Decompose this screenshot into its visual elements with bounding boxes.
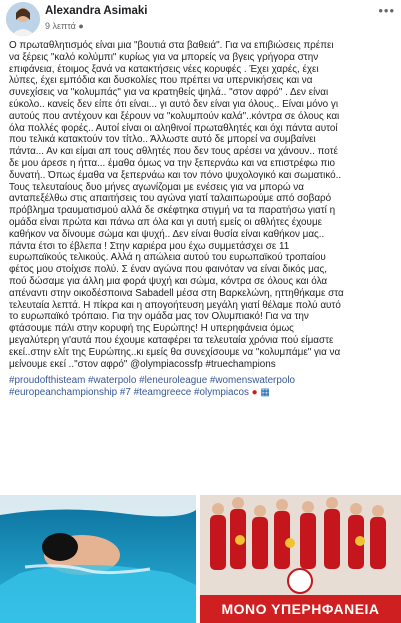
- timestamp-text[interactable]: 9 λεπτά: [45, 21, 76, 31]
- post-body-line: όλα πολλές φορές.. Αυτοί είναι οι αληθινοί πρωταθλητές και όχι πάντα αυτοί: [9, 122, 338, 134]
- post-body-line: αυτούς που αντέχουν και ξέρουν να "κολυμπούν καλά"..κόντρα σε όλους και: [9, 110, 340, 122]
- post-body-line: πάντα... Αν και είμαι απ τους αθλητές που δεν τους αρέσει να χάνουν.. ποτέ: [9, 146, 338, 158]
- post-body-line: ομάδα είναι πρώτα και πάνω απ όλα και γι αυτή εμείς οι αθλήτες έχουμε: [9, 216, 323, 228]
- post-body-line: λύπες, έχει εμπόδια και δυσκολίες που πρέπει να υπερνικήσεις και να: [9, 75, 313, 87]
- post-body-line: εκεί..στην ελίτ της Ευρώπης..κι εμείς θα συνεχίσουμε να "κολυμπάμε" για να: [9, 346, 341, 358]
- post-body-line: τελευταία λεπτά. Η πίκρα και η απογοήτευση μεγάλη γιατί θέλαμε πολύ αυτό: [9, 299, 341, 311]
- post-body-line: πού δώσαμε για άλλη μια φορά ψυχή και σώμα, κόντρα σε όλους και όλα: [9, 275, 328, 287]
- post-body-line: φτάσουμε πάλι στην κορυφή της Ευρώπης! Η υπερηφάνεια όμως: [9, 323, 294, 335]
- post-body-line: καθήκον να δίνουμε σώμα και ψυχή.. Δεν είναι θυσία είναι καθήκον μας..: [9, 228, 325, 240]
- post-header: [0, 0, 401, 38]
- post-body-line: πάντα έτσι το έβλεπα ! Στην καριέρα μου έχω συμμετάσχει σε 11: [9, 240, 290, 252]
- flag-greece-icon: ▦: [257, 386, 270, 398]
- post-body: [9, 40, 395, 370]
- avatar[interactable]: [6, 2, 40, 36]
- author-name[interactable]: Alexandra Asimaki: [45, 5, 148, 17]
- post-body-line: που τελικά κατακτούν τον τίτλο.. Άλλωστε αυτό δε μπορεί να συμβαίνει: [9, 134, 316, 146]
- post-body-line: το ευρωπαϊκό τρόπαιο. Για την ομάδα μας τον Ολυμπιακό! Για να την: [9, 311, 309, 323]
- post-body-line: Ο πρωταθλητισμός είναι μια "βουτιά στα βαθειά". Για να επιβιώσεις πρέπει: [9, 40, 334, 51]
- post-body-line: μεγαλύτερη γι'αυτά που έχουμε καταφέρει τα τελευταία χρόνια πού είμαστε: [9, 334, 334, 346]
- post-body-line: επιφάνεια, έτοιμος ξανά να κατακτήσεις νέες κορυφές . Έχει χαρές, έχει: [9, 63, 319, 75]
- globe-icon: ●: [78, 21, 84, 31]
- post-body-line: δε μου άρεσε η ήττα... έμαθα όμως να την ξεπερνάω και να επιστρέφω πιο: [9, 157, 336, 169]
- post-body-line: συνεχίσεις να "κολυμπάς" για να κρατηθείς ψηλά.. "στον αφρό" . Δεν είναι: [9, 87, 329, 99]
- post-body-line: πρόβλημα τραυματισμού αλλά δε σκέφτηκα στιγμή να τα παρατήσω γιατί η: [9, 205, 336, 217]
- post-body-line: φέτος μου στοίχισε πολύ. Σ έναν αγώνα που φαινόταν να είναι δικός μας,: [9, 264, 327, 276]
- post-body-line: ευρωπαϊκούς τελικούς. Αλλά η απώλεια αυτού του ευρωπαϊκού τροπαίου: [9, 252, 326, 264]
- more-dots-icon[interactable]: •••: [378, 3, 395, 18]
- hashtag-line[interactable]: #proudofthisteam #waterpolo #leneuroleague #womenswaterpolo: [9, 375, 296, 386]
- post-timestamp[interactable]: [45, 21, 84, 31]
- post-body-line: απέναντι στην οικοδέσποινα Sabadell μέσα στη Βαρκελώνη, ηττηθήκαμε στα: [9, 287, 344, 299]
- team-photo[interactable]: [200, 495, 401, 623]
- post-body-line: εύκολο.. κανείς δεν είπε ότι είναι... γι αυτό δεν είναι για όλους.. Είναι μόνο γι: [9, 98, 339, 110]
- post-body-line: ανταπεξέλθω στις απαιτήσεις του αγώνα γιατί ταλαιπωρούμε από σοβαρό: [9, 193, 332, 205]
- hashtag-line[interactable]: #europeanchampionship #7 #teamgreece #olympiacos ● ▦: [9, 386, 270, 398]
- post-body-line: μείνουμε εκεί .."στον αφρό" @olympiacossfp #truechampions: [9, 358, 276, 370]
- hashtags: [9, 375, 395, 399]
- post-body-line: δυνατή.. Όπως έμαθα να ξεπερνάω και τον πόνο ψυχολογικό και σωματικό..: [9, 169, 342, 181]
- swimmer-photo[interactable]: [0, 495, 196, 623]
- flag-red-circle-icon: ●: [248, 386, 258, 398]
- post-body-line: Τους τελευταίους δυο μήνες αγωνίζομαι με ενέσεις για να μπορώ να: [9, 181, 304, 193]
- post-photos[interactable]: [0, 495, 401, 623]
- post-body-line: να ξέρεις "καλό κολύμπι" κυρίως για να μπορείς να βγεις γρήγορα στην: [9, 51, 319, 63]
- photo-banner: ΜΟΝΟ ΥΠΕΡΗΦΑΝΕΙΑ: [200, 595, 401, 623]
